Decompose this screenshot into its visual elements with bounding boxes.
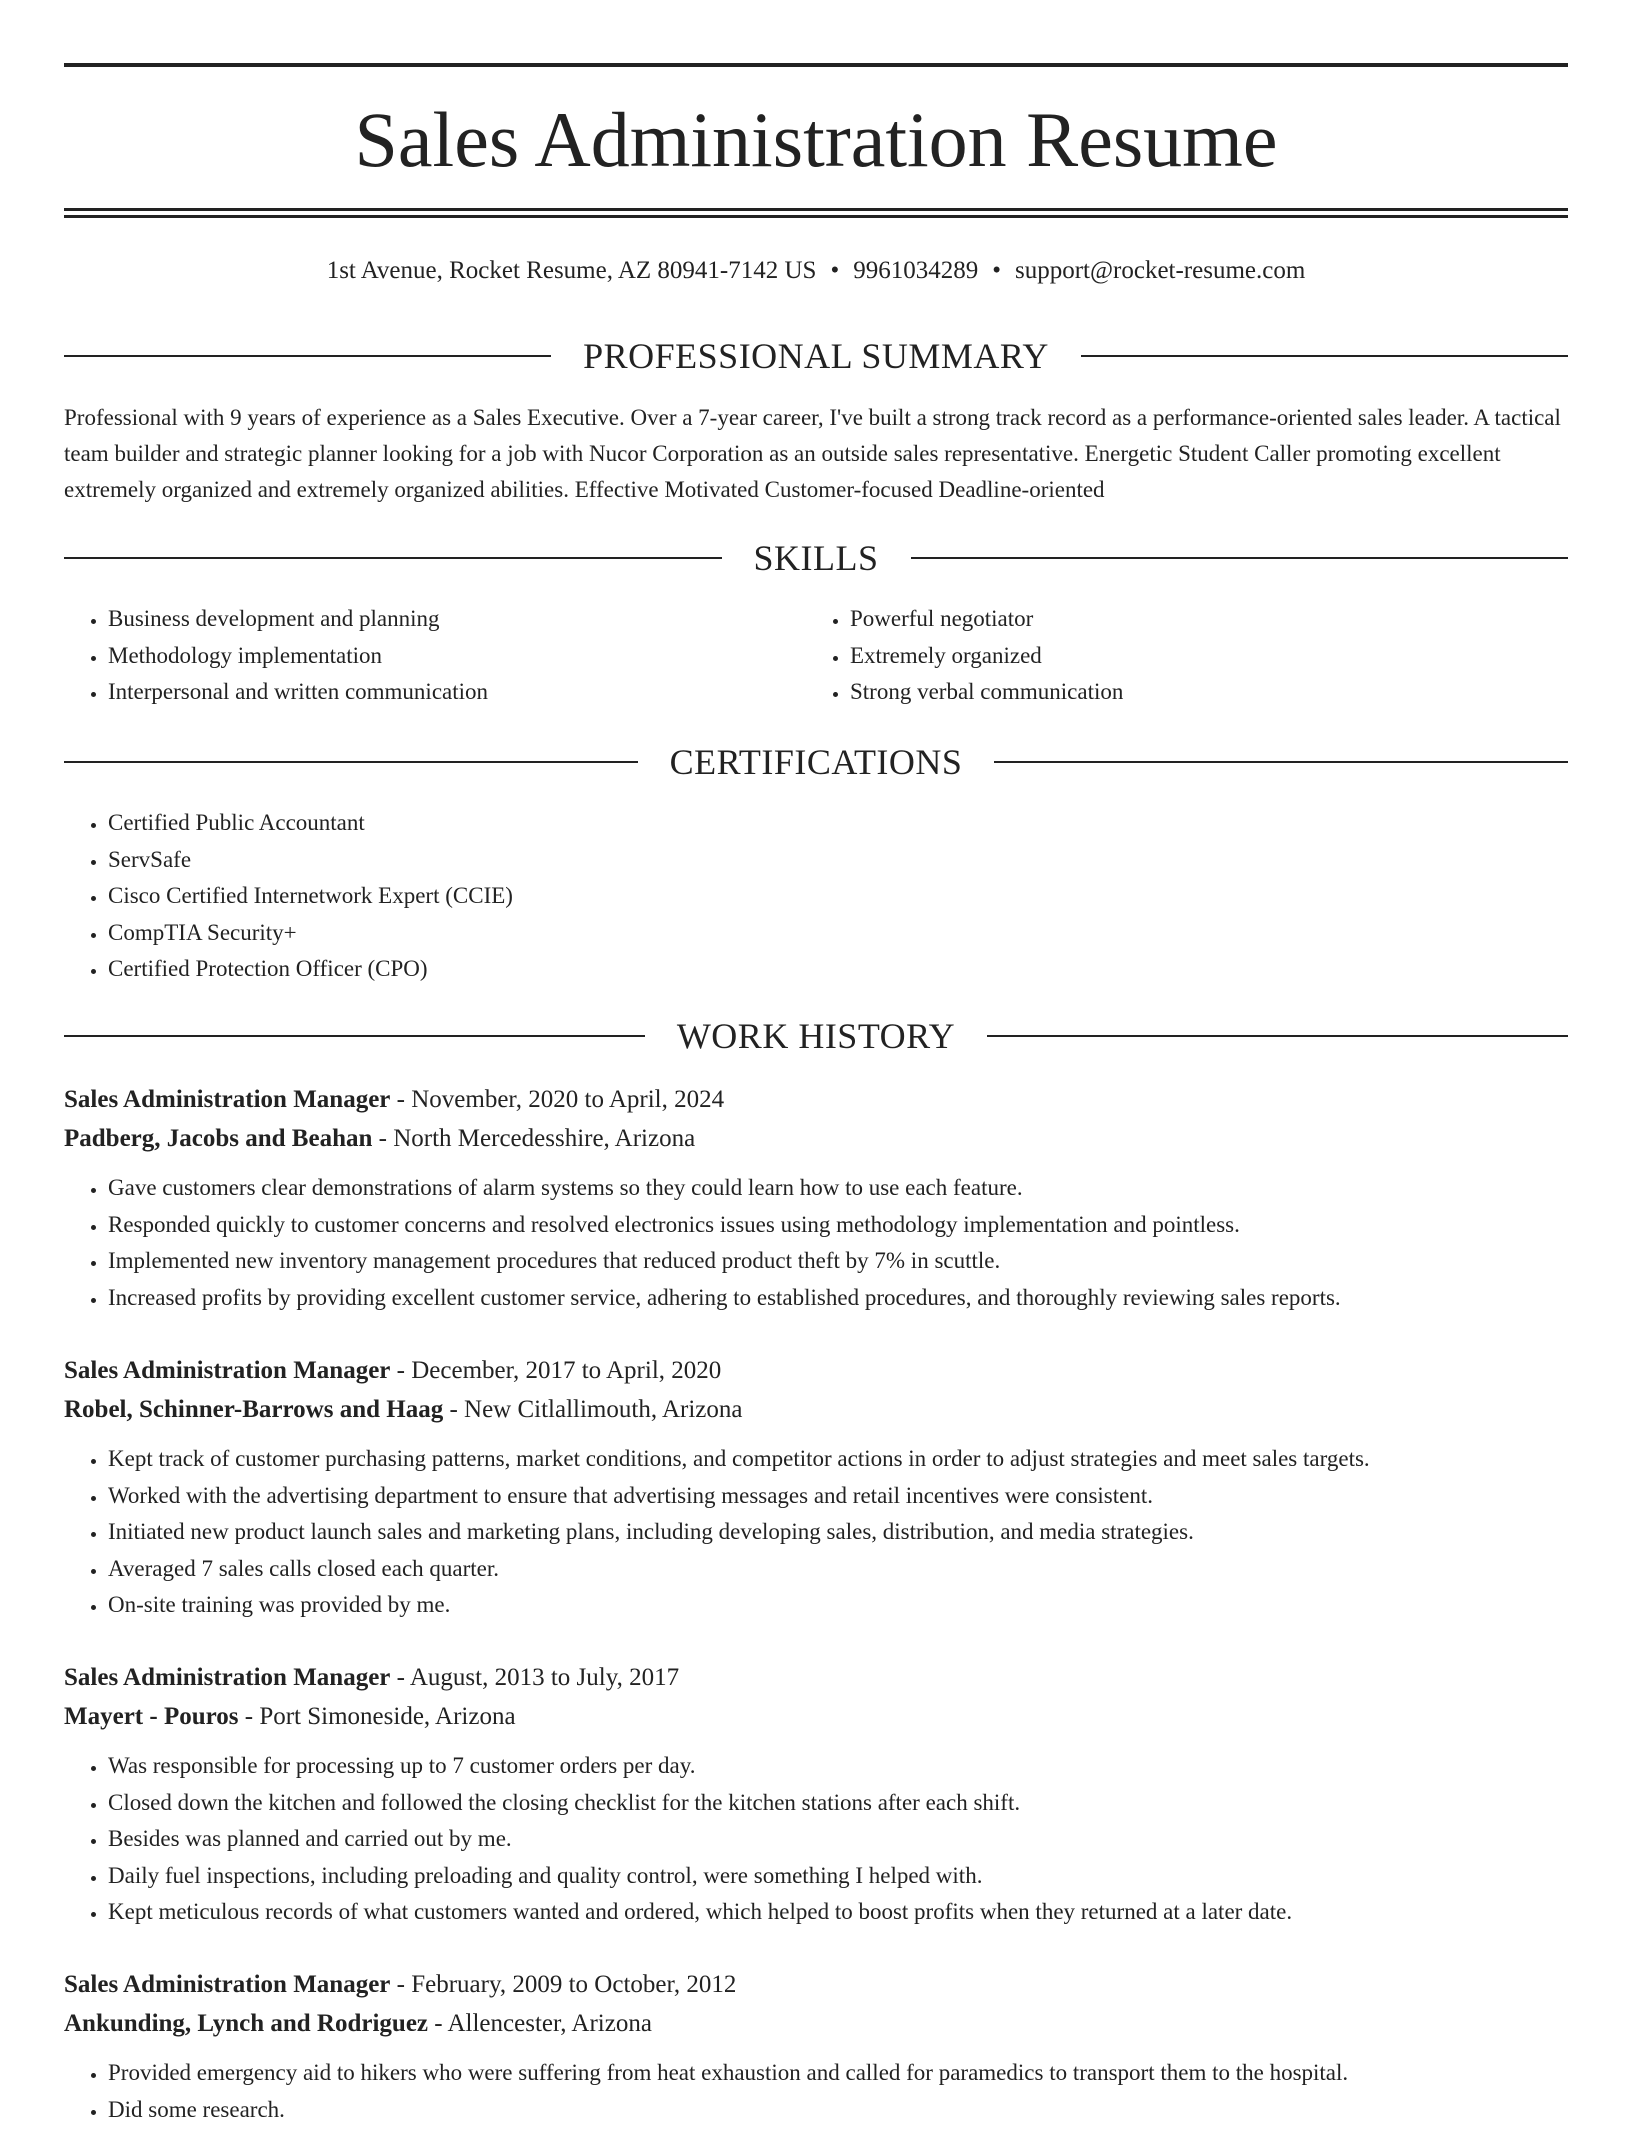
skill-item: • Business development and planning [108, 601, 806, 638]
certification-item: • ServSafe [108, 842, 1568, 879]
contact-address: 1st Avenue, Rocket Resume, AZ 80941-7142 US [326, 257, 817, 284]
job-location: - New Citlallimouth, Arizona [443, 1396, 743, 1423]
skills-section-header [64, 536, 1568, 580]
top-rule [64, 63, 1568, 67]
skill-item: • Interpersonal and written communication [108, 674, 806, 711]
skills-list-left [64, 601, 806, 711]
certifications-heading: CERTIFICATIONS [669, 742, 963, 782]
job-bullets [64, 2055, 1568, 2128]
job-company: Padberg, Jacobs and Beahan [64, 1125, 373, 1152]
certification-item: • Certified Protection Officer (CPO) [108, 951, 1568, 988]
job-entry [64, 1658, 1568, 1931]
job-bullet: • Provided emergency aid to hikers who were suffering from heat exhaustion and called for paramedics to transport them to the hospital. [108, 2055, 1568, 2092]
job-dates: - August, 2013 to July, 2017 [390, 1664, 680, 1691]
job-dates: - November, 2020 to April, 2024 [390, 1086, 725, 1113]
certifications-block [64, 805, 1568, 988]
summary-section-header [64, 334, 1568, 378]
job-title-row [64, 1080, 1568, 1119]
job-title: Sales Administration Manager [64, 1357, 391, 1384]
job-bullet: • Implemented new inventory management procedures that reduced product theft by 7% in scuttle. [108, 1243, 1568, 1280]
summary-heading: PROFESSIONAL SUMMARY [583, 336, 1049, 376]
job-company-row [64, 2004, 1568, 2043]
job-bullet: • Kept meticulous records of what customers wanted and ordered, which helped to boost profits when they returned at a later date. [108, 1894, 1568, 1931]
job-title: Sales Administration Manager [64, 1086, 391, 1113]
job-company-row [64, 1697, 1568, 1736]
job-bullet: • Was responsible for processing up to 7 customer orders per day. [108, 1748, 1568, 1785]
summary-text: Professional with 9 years of experience as a Sales Executive. Over a 7-year career, I've built a strong track record as a performance-oriented sales leader. A tactical team builder and strategic planner looking for a job with Nucor Corporation as an outside sales representative. Energetic Student Caller promoting excellent extremely organized and extremely organized abilities. Effective Motivated Customer-focused Deadline-oriented [64, 405, 1561, 502]
section-rule-right [987, 1035, 1568, 1037]
skills-grid [64, 601, 1568, 711]
skill-item: • Extremely organized [850, 638, 1548, 675]
job-bullet: • Closed down the kitchen and followed the closing checklist for the kitchen stations after each shift. [108, 1785, 1568, 1822]
job-title-row [64, 1965, 1568, 2004]
skill-item: • Powerful negotiator [850, 601, 1548, 638]
contact-email: support@rocket-resume.com [1015, 257, 1306, 284]
job-location: - Port Simoneside, Arizona [238, 1703, 516, 1730]
skills-list-right [806, 601, 1548, 711]
job-company-row [64, 1390, 1568, 1429]
contact-phone: 9961034289 [853, 257, 979, 284]
job-bullets [64, 1441, 1568, 1624]
job-bullet: • Did some research. [108, 2092, 1568, 2129]
job-bullet: • Averaged 7 sales calls closed each quarter. [108, 1551, 1568, 1588]
job-bullet: • Kept track of customer purchasing patterns, market conditions, and competitor actions in order to adjust strategies and meet sales targets. [108, 1441, 1568, 1478]
certification-item: • CompTIA Security+ [108, 915, 1568, 952]
skill-item: • Strong verbal communication [850, 674, 1548, 711]
job-bullets [64, 1748, 1568, 1931]
title-rule-upper [64, 208, 1568, 211]
contact-separator: • [830, 257, 840, 284]
title-rule-lower [64, 215, 1568, 218]
job-company: Mayert - Pouros [64, 1703, 239, 1730]
certifications-section-header [64, 740, 1568, 784]
skills-column-left [64, 601, 806, 711]
job-location: - North Mercedesshire, Arizona [372, 1125, 696, 1152]
work-history-heading: WORK HISTORY [676, 1016, 956, 1056]
job-bullet: • Gave customers clear demonstrations of alarm systems so they could learn how to use each feature. [108, 1170, 1568, 1207]
contact-separator: • [992, 257, 1001, 284]
skills-heading: SKILLS [753, 538, 879, 578]
job-title: Sales Administration Manager [64, 1971, 391, 1998]
contact-line [64, 254, 1568, 288]
job-dates: - December, 2017 to April, 2020 [390, 1357, 722, 1384]
job-bullet: • Worked with the advertising department to ensure that advertising messages and retail incentives were consistent. [108, 1478, 1568, 1515]
skills-column-right [806, 601, 1548, 711]
job-company-row [64, 1119, 1568, 1158]
job-location: - Allencester, Arizona [428, 2010, 652, 2037]
job-entry [64, 1080, 1568, 1316]
job-dates: - February, 2009 to October, 2012 [390, 1971, 737, 1998]
job-title-row [64, 1658, 1568, 1697]
job-entry [64, 1351, 1568, 1624]
job-company: Ankunding, Lynch and Rodriguez [64, 2010, 429, 2037]
job-bullets [64, 1170, 1568, 1316]
skill-item: • Methodology implementation [108, 638, 806, 675]
job-bullet: • Initiated new product launch sales and marketing plans, including developing sales, distribution, and media strategies. [108, 1514, 1568, 1551]
certification-item: • Cisco Certified Internetwork Expert (CCIE) [108, 878, 1568, 915]
job-bullet: • Daily fuel inspections, including preloading and quality control, were something I helped with. [108, 1858, 1568, 1895]
certifications-list [64, 805, 1568, 988]
job-title: Sales Administration Manager [64, 1664, 391, 1691]
job-bullet: • Besides was planned and carried out by me. [108, 1821, 1568, 1858]
section-rule-right [911, 557, 1569, 559]
job-bullet: • Responded quickly to customer concerns and resolved electronics issues using methodology implementation and pointless. [108, 1207, 1568, 1244]
job-company: Robel, Schinner-Barrows and Haag [64, 1396, 444, 1423]
section-rule-left [64, 557, 722, 559]
job-title-row [64, 1351, 1568, 1390]
resume-title: Sales Administration Resume [354, 96, 1278, 183]
section-rule-right [1081, 355, 1568, 357]
job-bullet: • Increased profits by providing excellent customer service, adhering to established procedures, and thoroughly reviewing sales reports. [108, 1280, 1568, 1317]
section-rule-left [64, 1035, 645, 1037]
section-rule-right [994, 761, 1568, 763]
certification-item: • Certified Public Accountant [108, 805, 1568, 842]
job-bullet: • On-site training was provided by me. [108, 1587, 1568, 1624]
job-entry [64, 1965, 1568, 2128]
section-rule-left [64, 761, 638, 763]
section-rule-left [64, 355, 551, 357]
work-history-section-header [64, 1014, 1568, 1058]
